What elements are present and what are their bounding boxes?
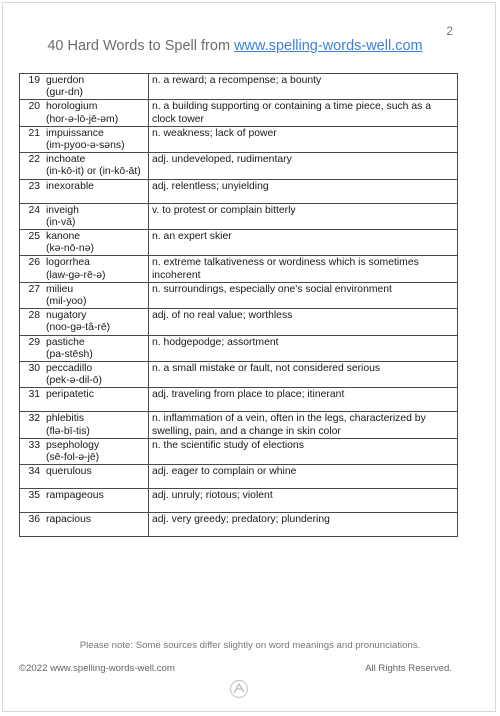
word-number: 25: [28, 231, 40, 243]
word-number: 20: [28, 101, 40, 113]
word-number: 19: [28, 75, 40, 86]
word-pronunciation: (law-gə-rē-ə): [46, 269, 106, 281]
definition-cell: n. a reward; a recompense; a bounty: [149, 74, 458, 100]
table-row: [20, 412, 458, 438]
word-cell: [20, 438, 149, 464]
definition-cell: n. surroundings, especially one's social environment: [149, 282, 458, 308]
word-cell: [20, 282, 149, 308]
table-row: [20, 489, 458, 513]
word-pronunciation: (pa-stēsh): [46, 348, 93, 360]
word-number: 24: [28, 204, 40, 216]
word-cell: [20, 203, 149, 229]
word-cell: [20, 465, 149, 489]
definition-cell: n. extreme talkativeness or wordiness which is sometimes incoherent: [149, 256, 458, 282]
word-text: kanone: [46, 231, 81, 243]
page-title: [0, 38, 470, 54]
word-number: 27: [28, 283, 40, 295]
word-cell: [20, 362, 149, 388]
table-row: [20, 203, 458, 229]
table-row: [20, 362, 458, 388]
definition-cell: adj. relentless; unyielding: [149, 179, 458, 203]
site-link[interactable]: www.spelling-words-well.com: [234, 38, 423, 54]
page-title-text: 40 Hard Words to Spell from: [47, 38, 235, 54]
word-cell: [20, 100, 149, 126]
word-pronunciation: (in-kō-it) or (in-kō-āt): [46, 166, 141, 178]
table-row: [20, 335, 458, 361]
word-text: horologium: [46, 101, 98, 113]
word-number: 22: [28, 154, 40, 166]
word-pronunciation: (im-pyoo-ə-səns): [46, 140, 125, 152]
word-number: 35: [28, 490, 40, 502]
table-row: [20, 513, 458, 537]
word-text: rapacious: [46, 514, 92, 526]
table-row: [20, 74, 458, 100]
definition-cell: n. a building supporting or containing a time piece, such as a clock tower: [149, 100, 458, 126]
definition-cell: adj. traveling from place to place; itinerant: [149, 388, 458, 412]
word-number: 30: [28, 363, 40, 375]
table-row: [20, 230, 458, 256]
table-row: [20, 126, 458, 152]
word-text: inveigh: [46, 204, 79, 216]
word-cell: [20, 513, 149, 537]
table-row: [20, 100, 458, 126]
definition-cell: adj. of no real value; worthless: [149, 309, 458, 335]
word-pronunciation: (kə-nō-nə): [46, 243, 94, 255]
word-pronunciation: (noo-gə-tâ-rē): [46, 322, 111, 334]
definition-cell: n. a small mistake or fault, not considered serious: [149, 362, 458, 388]
table-row: [20, 465, 458, 489]
definition-cell: n. weakness; lack of power: [149, 126, 458, 152]
word-text: milieu: [46, 283, 74, 295]
word-text: pastiche: [46, 336, 85, 348]
word-text: guerdon: [46, 75, 85, 86]
word-number: 33: [28, 439, 40, 451]
word-text: phlebitis: [46, 413, 85, 425]
word-text: rampageous: [46, 490, 104, 502]
word-text: inchoate: [46, 154, 86, 166]
word-text: peccadillo: [46, 363, 93, 375]
word-text: psephology: [46, 439, 100, 451]
word-number: 28: [28, 310, 40, 322]
word-number: 29: [28, 336, 40, 348]
table-row: [20, 153, 458, 179]
definition-cell: n. hodgepodge; assortment: [149, 335, 458, 361]
definition-cell: v. to protest or complain bitterly: [149, 203, 458, 229]
table-row: [20, 256, 458, 282]
word-pronunciation: (mil-yoo): [46, 296, 87, 308]
word-number: 36: [28, 514, 40, 526]
word-cell: [20, 153, 149, 179]
word-number: 21: [28, 127, 40, 139]
word-cell: [20, 126, 149, 152]
word-pronunciation: (gur-dn): [46, 87, 83, 99]
definition-cell: n. the scientific study of elections: [149, 438, 458, 464]
sources-note: Please note: Some sources differ slightly on word meanings and pronunciations.: [79, 640, 421, 651]
word-cell: [20, 179, 149, 203]
word-cell: [20, 74, 149, 100]
spelling-words-well-logo-icon: [229, 678, 249, 700]
copyright-text: ©2022 www.spelling-words-well.com: [19, 663, 175, 674]
definition-cell: n. inflammation of a vein, often in the legs, characterized by swelling, pain, and a change in skin color: [149, 412, 458, 438]
word-text: peripatetic: [46, 389, 94, 401]
word-number: 34: [28, 466, 40, 478]
word-pronunciation: (in-vā): [46, 216, 76, 228]
word-text: impuissance: [46, 127, 104, 139]
word-text: nugatory: [46, 310, 87, 322]
page-number: 2: [446, 24, 453, 38]
table-row: [20, 282, 458, 308]
word-pronunciation: (pek-ə-dil-ō): [46, 375, 103, 387]
word-number: 31: [28, 389, 40, 401]
table-row: [20, 179, 458, 203]
definition-cell: adj. eager to complain or whine: [149, 465, 458, 489]
table-row: [20, 388, 458, 412]
word-number: 23: [28, 180, 40, 192]
word-cell: [20, 412, 149, 438]
definition-cell: adj. very greedy; predatory; plundering: [149, 513, 458, 537]
rights-text: All Rights Reserved.: [365, 663, 452, 674]
word-cell: [20, 230, 149, 256]
word-pronunciation: (flə-bī-tis): [46, 425, 90, 437]
word-text: inexorable: [46, 180, 94, 192]
word-cell: [20, 335, 149, 361]
definition-cell: adj. undeveloped, rudimentary: [149, 153, 458, 179]
words-table: [19, 73, 458, 537]
word-cell: [20, 489, 149, 513]
word-text: querulous: [46, 466, 92, 478]
word-text: logorrhea: [46, 257, 90, 269]
definition-cell: n. an expert skier: [149, 230, 458, 256]
word-cell: [20, 388, 149, 412]
table-row: [20, 438, 458, 464]
word-pronunciation: (hor-ə-lō-jē-əm): [46, 113, 119, 125]
word-cell: [20, 309, 149, 335]
word-number: 26: [28, 257, 40, 269]
definition-cell: adj. unruly; riotous; violent: [149, 489, 458, 513]
table-row: [20, 309, 458, 335]
word-number: 32: [28, 413, 40, 425]
word-pronunciation: (sē-fol-ə-jē): [46, 452, 100, 464]
word-cell: [20, 256, 149, 282]
